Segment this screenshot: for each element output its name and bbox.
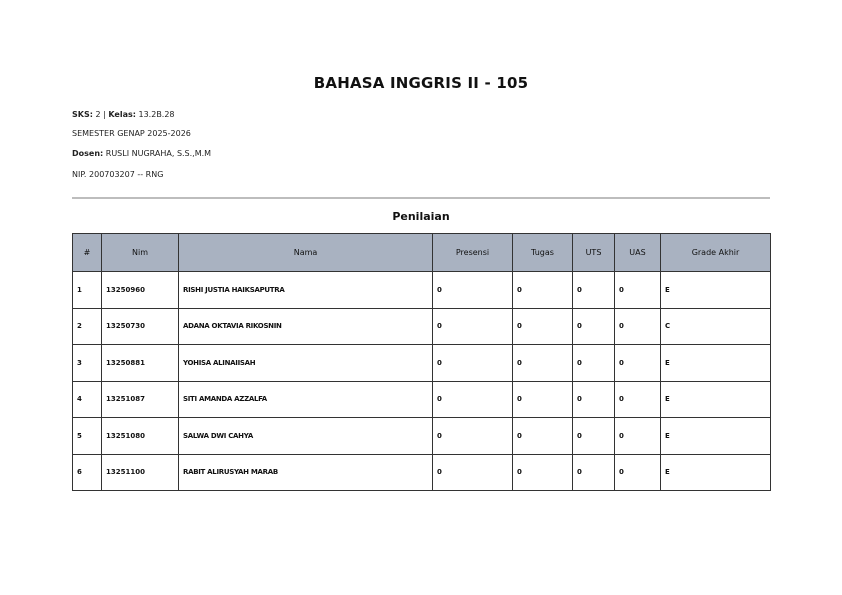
cell-presensi: 0 xyxy=(433,308,513,345)
cell-nama: SITI AMANDA AZZALFA xyxy=(179,381,433,418)
cell-uas: 0 xyxy=(615,381,661,418)
cell-number: 2 xyxy=(73,308,102,345)
grades-table xyxy=(72,233,771,491)
cell-number: 5 xyxy=(73,418,102,455)
cell-presensi: 0 xyxy=(433,454,513,491)
cell-nim: 13250960 xyxy=(102,272,179,309)
col-header-uts: UTS xyxy=(573,234,615,272)
cell-presensi: 0 xyxy=(433,345,513,382)
divider xyxy=(72,197,770,199)
cell-number: 4 xyxy=(73,381,102,418)
sks-value: 2 xyxy=(95,110,101,119)
table-row xyxy=(73,418,771,455)
col-header-number: # xyxy=(73,234,102,272)
cell-grade: E xyxy=(661,418,771,455)
cell-uts: 0 xyxy=(573,381,615,418)
cell-uts: 0 xyxy=(573,454,615,491)
cell-grade: E xyxy=(661,272,771,309)
col-header-nama: Nama xyxy=(179,234,433,272)
cell-tugas: 0 xyxy=(513,308,573,345)
sks-kelas-line xyxy=(72,110,175,119)
cell-presensi: 0 xyxy=(433,272,513,309)
semester-line: SEMESTER GENAP 2025-2026 xyxy=(72,129,191,138)
cell-number: 3 xyxy=(73,345,102,382)
cell-uts: 0 xyxy=(573,272,615,309)
dosen-label: Dosen: xyxy=(72,149,104,158)
table-row xyxy=(73,381,771,418)
table-row xyxy=(73,308,771,345)
cell-nim: 13250881 xyxy=(102,345,179,382)
cell-presensi: 0 xyxy=(433,418,513,455)
section-title: Penilaian xyxy=(392,210,450,223)
cell-number: 6 xyxy=(73,454,102,491)
sks-label: SKS: xyxy=(72,110,93,119)
dosen-value: RUSLI NUGRAHA, S.S.,M.M xyxy=(105,149,212,158)
cell-tugas: 0 xyxy=(513,418,573,455)
cell-nama: YOHISA ALINAIISAH xyxy=(179,345,433,382)
cell-presensi: 0 xyxy=(433,381,513,418)
cell-uts: 0 xyxy=(573,345,615,382)
cell-nama: ADANA OKTAVIA RIKOSNIN xyxy=(179,308,433,345)
cell-grade: E xyxy=(661,454,771,491)
cell-grade: C xyxy=(661,308,771,345)
col-header-nim: Nim xyxy=(102,234,179,272)
cell-uas: 0 xyxy=(615,418,661,455)
cell-tugas: 0 xyxy=(513,381,573,418)
kelas-label: Kelas: xyxy=(108,110,136,119)
cell-nama: RISHI JUSTIA HAIKSAPUTRA xyxy=(179,272,433,309)
col-header-grade-akhir: Grade Akhir xyxy=(661,234,771,272)
cell-nim: 13251087 xyxy=(102,381,179,418)
col-header-tugas: Tugas xyxy=(513,234,573,272)
page-title: BAHASA INGGRIS II - 105 xyxy=(313,74,529,92)
cell-uas: 0 xyxy=(615,272,661,309)
nip-line: NIP. 200703207 -- RNG xyxy=(72,170,164,179)
cell-uts: 0 xyxy=(573,308,615,345)
cell-grade: E xyxy=(661,345,771,382)
table-row xyxy=(73,345,771,382)
cell-uas: 0 xyxy=(615,454,661,491)
cell-grade: E xyxy=(661,381,771,418)
cell-nama: SALWA DWI CAHYA xyxy=(179,418,433,455)
table-header-row xyxy=(73,234,771,272)
cell-tugas: 0 xyxy=(513,272,573,309)
cell-uas: 0 xyxy=(615,345,661,382)
cell-uts: 0 xyxy=(573,418,615,455)
col-header-presensi: Presensi xyxy=(433,234,513,272)
table-row xyxy=(73,454,771,491)
cell-tugas: 0 xyxy=(513,454,573,491)
cell-nim: 13251080 xyxy=(102,418,179,455)
separator: | xyxy=(103,110,106,119)
cell-uas: 0 xyxy=(615,308,661,345)
kelas-value: 13.2B.28 xyxy=(138,110,175,119)
table-row xyxy=(73,272,771,309)
cell-nim: 13250730 xyxy=(102,308,179,345)
dosen-line xyxy=(72,149,211,158)
cell-nama: RABIT ALIRUSYAH MARAB xyxy=(179,454,433,491)
cell-nim: 13251100 xyxy=(102,454,179,491)
cell-number: 1 xyxy=(73,272,102,309)
cell-tugas: 0 xyxy=(513,345,573,382)
col-header-uas: UAS xyxy=(615,234,661,272)
